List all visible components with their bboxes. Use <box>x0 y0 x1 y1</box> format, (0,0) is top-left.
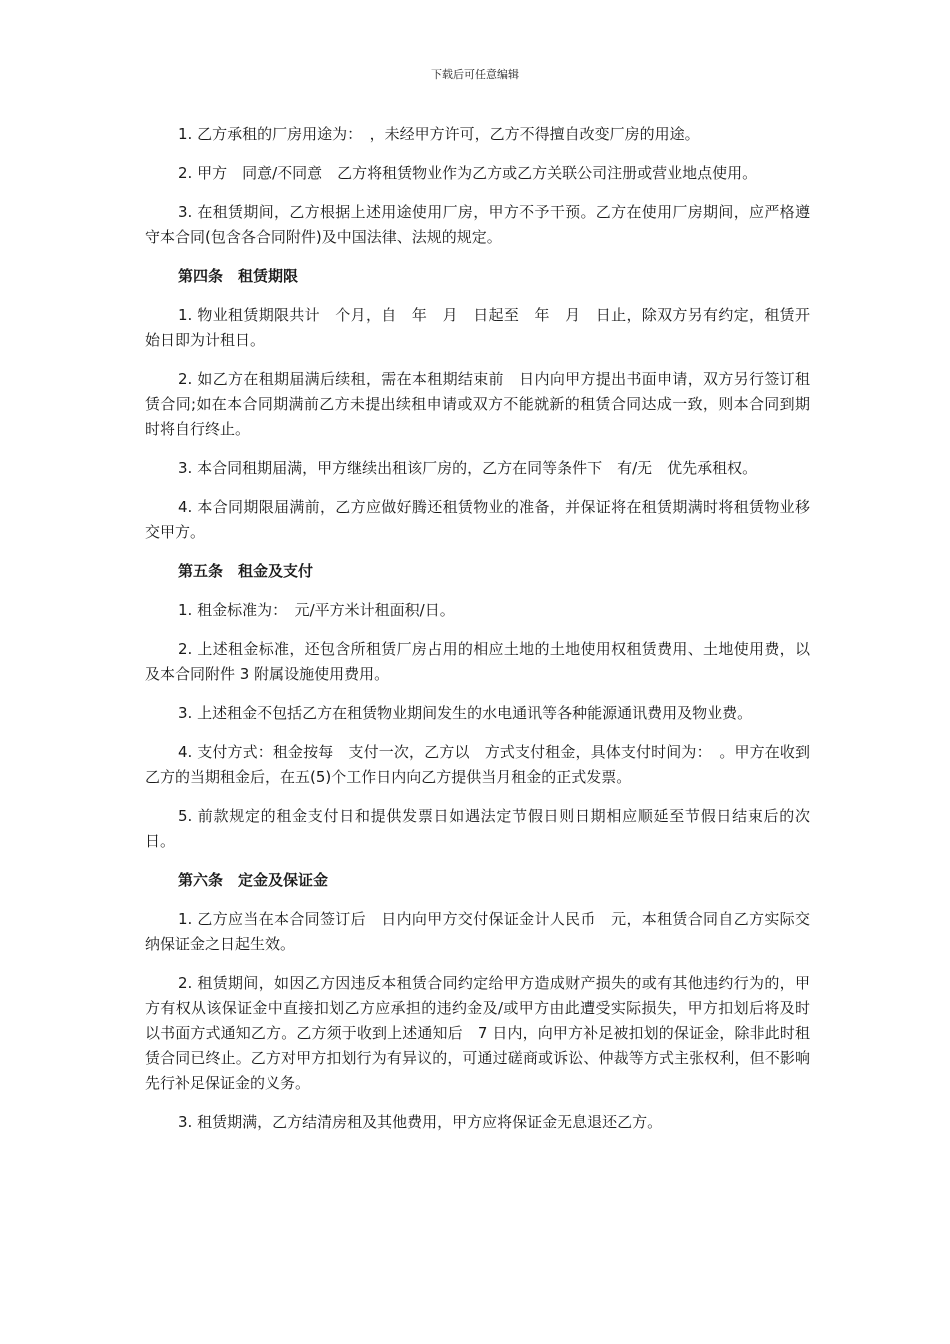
section-heading-article-4: 第四条 租赁期限 <box>178 267 299 285</box>
clause-3-item-3: 3. 在租赁期间，乙方根据上述用途使用厂房，甲方不予干预。乙方在使用厂房期间，应严格遵守本合同(包含各合同附件)及中国法律、法规的规定。 <box>145 203 810 246</box>
section-heading-article-6: 第六条 定金及保证金 <box>178 871 329 889</box>
clause-5-item-3: 3. 上述租金不包括乙方在租赁物业期间发生的水电通讯等各种能源通讯费用及物业费。 <box>178 704 753 722</box>
section-heading-article-5: 第五条 租金及支付 <box>178 562 314 580</box>
clause-6-item-3: 3. 租赁期满，乙方结清房租及其他费用，甲方应将保证金无息退还乙方。 <box>178 1113 663 1131</box>
clause-6-item-1: 1. 乙方应当在本合同签订后 日内向甲方交付保证金计人民币 元，本租赁合同自乙方实际交纳保证金之日起生效。 <box>145 910 810 953</box>
document-body <box>145 122 810 1149</box>
clause-3-item-1: 1. 乙方承租的厂房用途为： ，未经甲方许可，乙方不得擅自改变厂房的用途。 <box>178 125 700 143</box>
clause-3-item-2: 2. 甲方 同意/不同意 乙方将租赁物业作为乙方或乙方关联公司注册或营业地点使用。 <box>178 164 758 182</box>
clause-5-item-4: 4. 支付方式：租金按每 支付一次，乙方以 方式支付租金，具体支付时间为： 。甲方在收到乙方的当期租金后，在五(5)个工作日内向乙方提供当月租金的正式发票。 <box>145 743 810 786</box>
clause-5-item-5: 5. 前款规定的租金支付日和提供发票日如遇法定节假日则日期相应顺延至节假日结束后的次日。 <box>145 807 810 850</box>
clause-5-item-2: 2. 上述租金标准，还包含所租赁厂房占用的相应土地的土地使用权租赁费用、土地使用费，以及本合同附件 3 附属设施使用费用。 <box>145 640 810 683</box>
clause-5-item-1: 1. 租金标准为： 元/平方米计租面积/日。 <box>178 601 455 619</box>
clause-4-item-3: 3. 本合同租期届满，甲方继续出租该厂房的，乙方在同等条件下 有/无 优先承租权。 <box>178 459 758 477</box>
clause-4-item-1: 1. 物业租赁期限共计 个月，自 年 月 日起至 年 月 日止，除双方另有约定，租赁开始日即为计租日。 <box>145 306 810 349</box>
clause-4-item-4: 4. 本合同期限届满前，乙方应做好腾还租赁物业的准备，并保证将在租赁期满时将租赁物业移交甲方。 <box>145 498 810 541</box>
clause-6-item-2: 2. 租赁期间，如因乙方因违反本租赁合同约定给甲方造成财产损失的或有其他违约行为的，甲方有权从该保证金中直接扣划乙方应承担的违约金及/或甲方由此遭受实际损失，甲方扣划后将及时以书面方式通知乙方。乙方须于收到上述通知后 7 日内，向甲方补足被扣划的保证金，除非此时租赁合同已终止。乙方对甲方扣划行为有异议的，可通过磋商或诉讼、仲裁等方式主张权利，但不影响先行补足保证金的义务。 <box>145 974 810 1092</box>
clause-4-item-2: 2. 如乙方在租期届满后续租，需在本租期结束前 日内向甲方提出书面申请，双方另行签订租赁合同;如在本合同期满前乙方未提出续租申请或双方不能就新的租赁合同达成一致，则本合同到期时将自行终止。 <box>145 370 810 438</box>
page-header-note: 下载后可任意编辑 <box>431 68 519 81</box>
